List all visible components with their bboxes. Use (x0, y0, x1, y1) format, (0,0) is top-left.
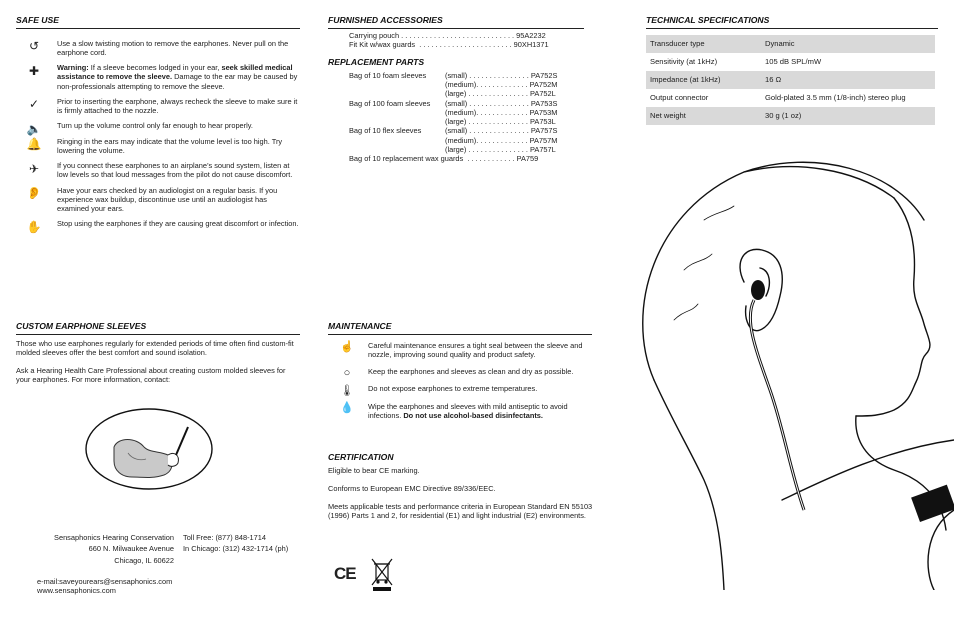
sleeves-paragraph: Those who use earphones regularly for extended periods of time often find custom-fit molded sleeves offer the best comfort and sound isolation. (16, 338, 294, 357)
safe-use-item (16, 186, 300, 214)
maintenance-item (328, 367, 592, 380)
replacement-part: (medium). . . . . . . . . . . . . PA757M (445, 135, 558, 145)
safe-use-item (16, 161, 300, 180)
section-title: MAINTENANCE (328, 321, 592, 335)
certification-section (328, 452, 608, 530)
maintenance-item (328, 384, 592, 397)
replacement-part: (small) . . . . . . . . . . . . . . . PA757S (445, 126, 558, 136)
replacement-part: (small) . . . . . . . . . . . . . . . PA752S (445, 70, 558, 80)
maintenance-section (328, 321, 592, 428)
replacement-name (349, 136, 445, 145)
maintenance-item (328, 402, 592, 421)
section-title: FURNISHED ACCESSORIES (328, 15, 584, 29)
replacement-name (349, 89, 445, 98)
replacement-row (349, 71, 584, 80)
safe-use-item (16, 97, 300, 116)
safe-use-text: Stop using the earphones if they are causing great discomfort or infection. (57, 219, 299, 229)
spec-row (646, 107, 935, 125)
replacement-name (349, 108, 445, 117)
spec-value: Gold-plated 3.5 mm (1/8-inch) stereo plug (765, 92, 906, 102)
safe-use-item (16, 219, 300, 234)
spec-value: 105 dB SPL/mW (765, 56, 822, 66)
spec-value: 30 g (1 oz) (761, 107, 935, 125)
maintenance-list (328, 341, 592, 421)
maintenance-text (368, 384, 592, 393)
warning-text: If a sleeve becomes lodged in your ear, (88, 63, 222, 73)
replacement-part: (medium). . . . . . . . . . . . . PA753M (445, 107, 558, 117)
replacement-title: REPLACEMENT PARTS (328, 57, 425, 68)
toll-free-phone: Toll Free: (877) 848-1714 (183, 533, 266, 542)
medical-cross-icon: ✚ (28, 63, 40, 78)
accessory-line: Carrying pouch . . . . . . . . . . . . . . . . . . . . . . . . . . . . 95A2232 (349, 30, 546, 40)
sleeves-paragraph: Ask a Hearing Health Care Professional about creating custom molded sleeves for your earphones. For more information, contact: (16, 366, 286, 385)
replacement-part: (medium). . . . . . . . . . . . . PA752M (445, 80, 558, 90)
wearer-illustration (594, 150, 954, 590)
maintenance-text (368, 402, 592, 421)
warning-emphasis: seek skilled medical assistance to remove the sleeve. (57, 63, 293, 82)
circle-icon: ○ (343, 367, 351, 380)
replacement-part: (small) . . . . . . . . . . . . . . . PA753S (445, 98, 558, 108)
company-name: Sensaphonics Hearing Conservation (54, 533, 174, 542)
replacement-row (349, 108, 584, 117)
replacement-row: Bag of 10 replacement wax guards . . . . . . . . . . . . PA759 (349, 154, 539, 164)
replacement-row (349, 99, 584, 108)
section-title: SAFE USE (16, 15, 300, 29)
replacement-name: Bag of 10 flex sleeves (349, 126, 422, 136)
ear-icon: 👂 (26, 186, 42, 201)
maintenance-text (368, 367, 592, 376)
specs-section (646, 15, 938, 125)
specs-table (646, 35, 935, 125)
maintenance-sentence: Do not expose earphones to extreme temperatures. (368, 384, 538, 394)
safe-use-text: Use a slow twisting motion to remove the earphones. Never pull on the earphone cord. (57, 38, 289, 57)
twist-icon: ↺ (28, 39, 40, 54)
spec-label: Impedance (at 1kHz) (646, 71, 761, 89)
maintenance-sentence: Keep the earphones and sleeves as clean and dry as possible. (368, 367, 574, 377)
spec-row (646, 89, 935, 107)
replacement-part: (large) . . . . . . . . . . . . . . . PA752L (445, 89, 556, 99)
safe-use-item (16, 121, 300, 136)
cert-paragraph: Eligible to bear CE marking. (328, 465, 420, 475)
spec-label: Transducer type (646, 35, 761, 53)
replacement-list (328, 71, 584, 164)
replacement-name (349, 117, 445, 126)
safe-use-item (16, 39, 300, 58)
safe-use-item (16, 137, 300, 156)
replacement-row (349, 136, 584, 145)
replacement-row (349, 89, 584, 98)
replacement-name: Bag of 10 foam sleeves (349, 70, 427, 80)
safe-use-section (16, 15, 300, 235)
street-address: 660 N. Milwaukee Avenue (88, 544, 174, 554)
custom-sleeve-illustration (84, 407, 214, 491)
replacement-row (349, 126, 584, 135)
certification-title: CERTIFICATION (328, 452, 394, 462)
cert-paragraph: Conforms to European EMC Directive 89/336/EEC. (328, 483, 496, 493)
replacement-row (349, 145, 584, 154)
warning-label: Warning: (57, 63, 89, 73)
safe-use-text: Have your ears checked by an audiologist on a regular basis. If you experience wax buildup, discontinue use until an audiologist has examined your ears. (57, 185, 278, 214)
accessories-section (328, 15, 584, 163)
chicago-phone: In Chicago: (312) 432-1714 (ph) (183, 544, 289, 554)
cert-paragraph: Meets applicable tests and performance criteria in European Standard EN 55103 (1996) Parts 1 and 2, for residential (E1) and light industrial (E2) environments. (328, 502, 593, 521)
spec-row (646, 71, 935, 89)
city-address: Chicago, IL 60622 (114, 555, 174, 565)
safe-use-text: If you connect these earphones to an airplane’s sound system, listen at low levels so that loud messages from the pilot do not cause discomfort. (57, 161, 293, 180)
spec-row (646, 35, 935, 53)
maintenance-item (328, 341, 592, 360)
drop-icon: 💧 (340, 401, 354, 414)
thermometer-icon: 🌡 (340, 384, 354, 397)
maintenance-warning: Do not use alcohol-based disinfectants. (403, 410, 543, 420)
safe-use-list (16, 38, 300, 234)
spec-label: Output connector (650, 92, 709, 102)
maintenance-text (368, 341, 592, 360)
website-link[interactable]: www.sensaphonics.com (37, 586, 116, 595)
safe-use-text: Prior to inserting the earphone, always recheck the sleeve to make sure it is firmly attached to the nozzle. (57, 96, 298, 116)
airplane-icon: ✈ (28, 161, 40, 176)
replacement-part: (large) . . . . . . . . . . . . . . . PA753L (445, 117, 556, 127)
replacement-name (349, 80, 445, 89)
ce-mark: CE (334, 564, 356, 583)
email-link[interactable]: e-mail:saveyourears@sensaphonics.com (37, 576, 173, 586)
checkmark-icon: ✓ (28, 97, 40, 112)
replacement-row (349, 80, 584, 89)
spec-value: Dynamic (761, 35, 935, 53)
maintenance-sentence: Wipe the earphones and sleeves with mild antiseptic to avoid infections. (368, 401, 568, 420)
safe-use-text (57, 63, 300, 91)
hand-icon: ✋ (26, 219, 42, 234)
replacement-part: (large) . . . . . . . . . . . . . . . PA757L (445, 144, 556, 154)
replacement-name (349, 145, 445, 154)
maintenance-sentence: Careful maintenance ensures a tight seal between the sleeve and nozzle, improving sound quality and product safety. (368, 340, 583, 359)
contact-block (16, 533, 316, 595)
section-title: TECHNICAL SPECIFICATIONS (646, 15, 938, 29)
warning-tail: Damage to the ear may be caused by non-professionals attempting to remove the sleeve. (57, 72, 298, 91)
safe-use-text: Ringing in the ears may indicate that the volume level is too high. Try lowering the volume. (57, 136, 283, 155)
safe-use-item (16, 63, 300, 91)
spec-label: Sensitivity (at 1kHz) (650, 56, 718, 66)
spec-label: Net weight (646, 107, 761, 125)
safe-use-text: Turn up the volume control only far enough to hear properly. (57, 121, 253, 131)
custom-sleeves-section (16, 321, 300, 394)
spec-value: 16 Ω (761, 71, 935, 89)
bell-icon: 🔔 (26, 137, 42, 152)
replacement-row (349, 117, 584, 126)
replacement-name: Bag of 100 foam sleeves (349, 98, 431, 108)
spec-row (646, 53, 935, 71)
volume-icon: 🔈 (26, 121, 42, 136)
section-title: CUSTOM EARPHONE SLEEVES (16, 321, 300, 335)
accessory-line: Fit Kit w/wax guards . . . . . . . . . . . . . . . . . . . . . . . 90XH1371 (349, 39, 549, 49)
thumb-icon: ☝ (340, 340, 354, 353)
weee-bin-icon (370, 556, 394, 592)
